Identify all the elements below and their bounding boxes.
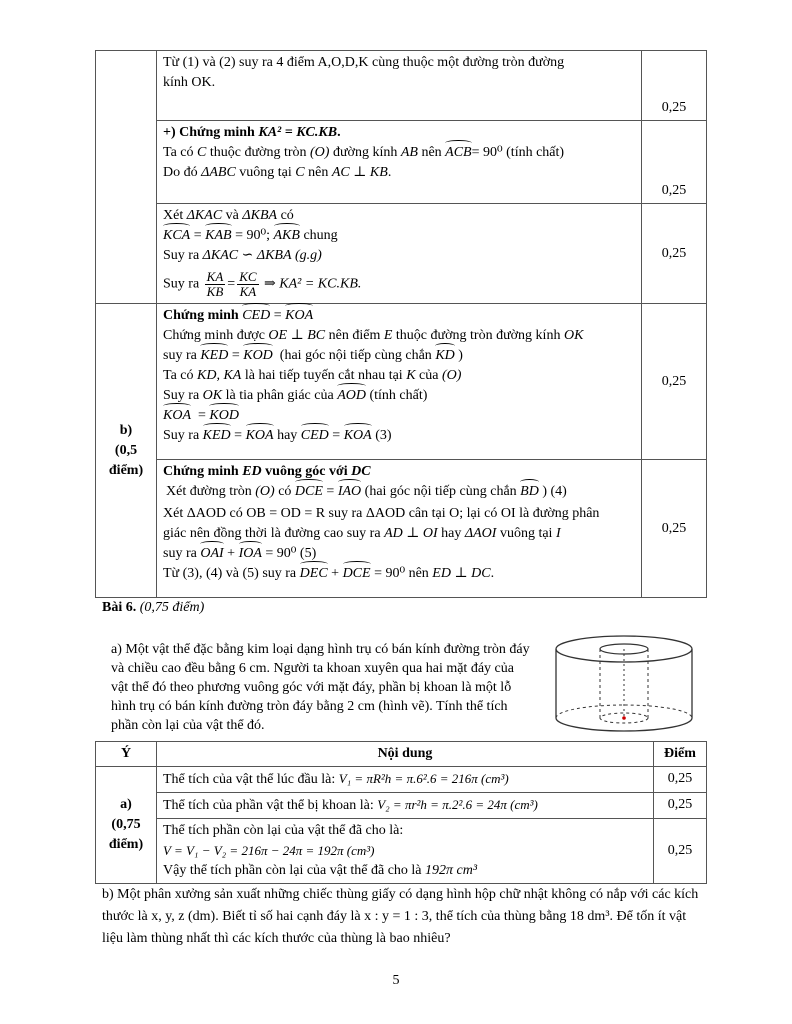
part-label: b) (0,5 điểm): [96, 304, 157, 598]
score-cell: 0,25: [642, 51, 707, 121]
table-row: [96, 121, 707, 204]
problem-a-text: a) Một vật thể đặc bằng kim loại dạng hình trụ có bán kính đường tròn đáy và chiều cao đều bằng 6 cm. Người ta khoan xuyên qua hai mặt đáy của vật thể đó theo phương vuông góc với mặt đáy, phần bị khoan là một lỗ hình trụ có bán kính đường tròn đáy bằng 2 cm (hình vẽ). Tính thể tích phần còn lại của vật thể đó.: [111, 642, 530, 733]
score-cell: 0,25: [642, 121, 707, 204]
content-cell: Chứng minh ED vuông góc với DC Xét đường tròn (O) có DCE = IAO (hai góc nội tiếp cùng chắn BD ) (4) Xét ΔAOD có OB = OD = R suy ra ΔAOD cân tại O; lại có OI là đường phân giác nên đồng thời là đường cao suy ra AD ⊥ OI hay ΔAOI vuông tại I suy ra OAI + IOA = 90⁰ (5) Từ (3), (4) và (5) suy ra DEC + DCE = 90⁰ nên ED ⊥ DC.: [157, 460, 642, 598]
table-row: a) (0,75 điểm) Thể tích của vật thể lúc đầu là: V₁ = πR²h = π.6².6 = 216π (cm³) 0,25: [96, 767, 707, 793]
angle-acb: ACB: [445, 143, 471, 163]
score-cell: 0,25: [642, 204, 707, 304]
problem-b-text: b) Một phân xưởng sản xuất những chiếc thùng giấy có dạng hình hộp chữ nhật không có nắp với các kích thước là x, y, z (dm). Biết tỉ số hai cạnh đáy là x : y = 1 : 3, thể tích của thùng bằng 18 dm³. Để tốn ít vật liệu làm thùng nhất thì các kích thước của thùng là bao nhiêu?: [102, 887, 699, 946]
table-row: [96, 460, 707, 598]
table-row: [96, 304, 707, 460]
solution-table: [95, 50, 707, 598]
page-number: 5: [392, 973, 400, 988]
section-title: Bài 6. (0,75 điểm): [102, 600, 205, 615]
fraction: $\frac{KA}{KB}$: [206, 269, 224, 299]
content-cell: Chứng minh CED = KOA Chứng minh được OE ⊥ BC nên điểm E thuộc đường tròn đường kính OK suy ra KED = KOD (hai góc nội tiếp cùng chắn KD ) Ta có KD, KA là hai tiếp tuyến cắt nhau tại K của (O) Suy ra OK là tia phân giác của AOD (tính chất) KOA = KOD Suy ra KED = KOA hay CED = KOA (3): [157, 304, 642, 460]
table-row: [96, 204, 707, 304]
table-row: Thể tích phần còn lại của vật thể đã cho là: V = V₁ − V₂ = 216π − 24π = 192π (cm³) Vậy thể tích phần còn lại của vật thể đã cho là 192π cm³ 0,25: [96, 819, 707, 884]
content-cell: Từ (1) và (2) suy ra 4 điểm A,O,D,K cùng thuộc một đường tròn đường kính OK.: [157, 51, 642, 121]
content-cell: +) Chứng minh KA² = KC.KB. Ta có C thuộc đường tròn (O) đường kính AB nên ACB= 90⁰ (tính chất) Do đó ΔABC vuông tại C nên AC ⊥ KB.: [157, 121, 642, 204]
answer-table: [95, 741, 707, 884]
table-row: [96, 51, 707, 121]
fraction: $\frac{KC}{KA}$: [239, 269, 257, 299]
hollow-cylinder-figure: [550, 632, 700, 738]
table-row: Thể tích của phần vật thể bị khoan là: V₂ = πr²h = π.2².6 = 24π (cm³) 0,25: [96, 793, 707, 819]
part-label: a) (0,75 điểm): [96, 767, 157, 884]
content-cell: Xét ΔKAC và ΔKBA có KCA = KAB = 90⁰; AKB chung Suy ra ΔKAC ∽ ΔKBA (g.g) Suy ra $\frac{KA}{KB}$ = $\frac{KC}{KA}$ ⇒ KA² = KC.KB.: [157, 204, 642, 304]
score-cell: 0,25: [642, 460, 707, 598]
score-cell: 0,25: [642, 304, 707, 460]
table-header-row: Ý Nội dung Điểm: [96, 742, 707, 767]
